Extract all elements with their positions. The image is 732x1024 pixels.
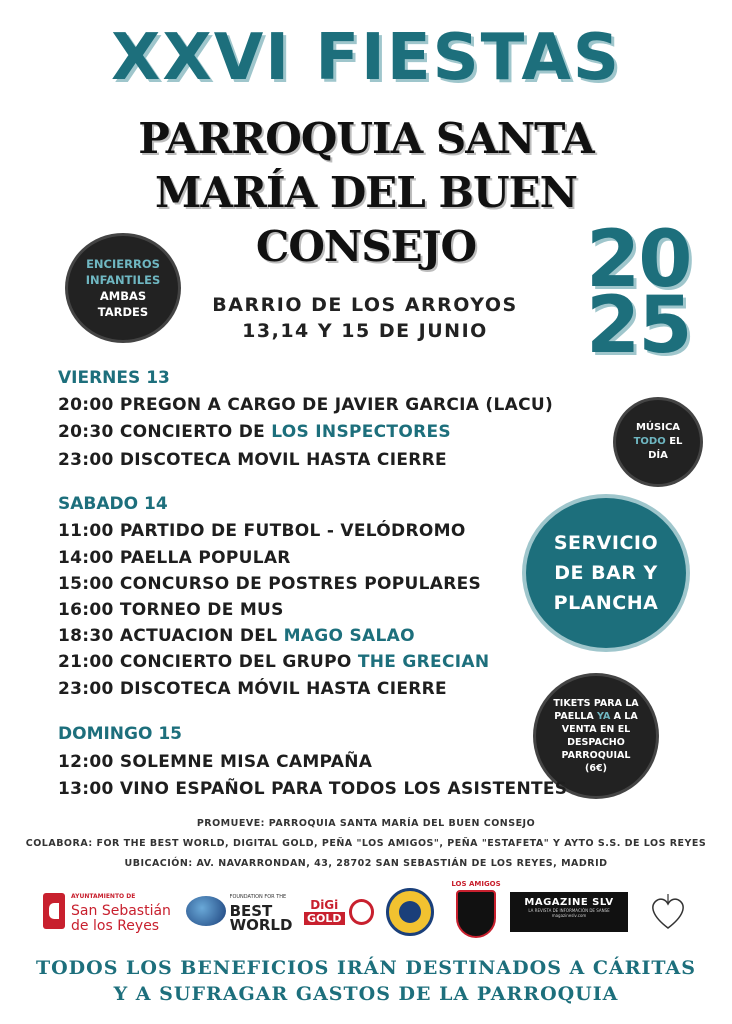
event-sabado-1: 11:00 PARTIDO DE FUTBOL - VELÓDROMO — [58, 521, 466, 541]
estafeta-emblem-icon — [399, 901, 421, 923]
logo-digital-gold — [304, 890, 374, 934]
event-sabado-3: 15:00 CONCURSO DE POSTRES POPULARES — [58, 574, 482, 594]
ayto-shield-icon — [43, 893, 65, 929]
badge-tikets-ya: YA — [597, 711, 611, 722]
badge-musica-el: EL — [669, 436, 683, 447]
footer-line-2: Y A SUFRAGAR GASTOS DE LA PARROQUIA — [113, 983, 619, 1005]
badge-servicio-bar — [526, 498, 686, 648]
ayto-small-text: AYUNTAMIENTO DE — [71, 892, 136, 900]
magazine-url: magazineslv.com — [551, 913, 587, 918]
best-small-text: FOUNDATION FOR THE — [229, 894, 287, 900]
event-viernes-1: 20:00 PREGON A CARGO DE JAVIER GARCIA (LACU) — [58, 395, 554, 415]
logo-pena-estafeta — [386, 888, 434, 936]
dates-text: 13,14 Y 15 DE JUNIO — [242, 320, 488, 342]
event-viernes-2-text: 20:30 CONCIERTO DE — [58, 422, 272, 442]
year-top: 20 — [586, 215, 691, 305]
amigos-shield-icon — [456, 890, 496, 938]
badge-servicio-line2: DE BAR Y — [554, 562, 658, 584]
elephant-icon — [349, 899, 374, 925]
day-domingo: DOMINGO 15 — [58, 724, 183, 744]
event-sabado-2: 14:00 PAELLA POPULAR — [58, 548, 291, 568]
globe-icon — [186, 896, 226, 926]
digi-line2: GOLD — [304, 912, 345, 925]
badge-musica-line3: DÍA — [648, 450, 668, 461]
badge-tikets-line5: PARROQUIAL — [561, 750, 631, 761]
barrio-text: BARRIO DE LOS ARROYOS — [212, 294, 518, 316]
badge-musica — [616, 400, 700, 484]
event-sabado-6 — [58, 652, 489, 672]
badge-encierros-line2: INFANTILES — [85, 273, 161, 287]
best-line1: BEST — [229, 902, 273, 920]
credits-promueve: PROMUEVE: PARROQUIA SANTA MARÍA DEL BUEN CONSEJO — [196, 818, 536, 829]
badge-tikets-line6: (6€) — [585, 763, 607, 774]
logo-los-amigos — [448, 880, 504, 942]
ayto-line2: de los Reyes — [71, 917, 160, 934]
logo-best-world — [180, 886, 298, 936]
year-bottom: 25 — [586, 281, 691, 371]
badge-tikets-line3: VENTA EN EL — [561, 724, 631, 735]
badge-tikets-ala: A LA — [613, 711, 638, 722]
badge-encierros-line3: AMBAS — [99, 289, 147, 303]
magazine-title: MAGAZINE SLV — [524, 897, 614, 908]
badge-musica-line1: MÚSICA — [635, 422, 681, 433]
parish-name-line-3: CONSEJO — [255, 222, 477, 271]
parish-name-line-1: PARROQUIA SANTA — [138, 114, 594, 163]
badge-servicio-line3: PLANCHA — [553, 592, 659, 614]
parish-name-line-2: MARÍA DEL BUEN — [155, 168, 577, 217]
event-viernes-2-highlight: LOS INSPECTORES — [271, 422, 451, 442]
event-domingo-2: 13:00 VINO ESPAÑOL PARA TODOS LOS ASISTENTES — [58, 779, 568, 799]
event-viernes-3: 23:00 DISCOTECA MOVIL HASTA CIERRE — [58, 450, 447, 470]
badge-tikets — [536, 676, 656, 796]
event-sabado-5 — [58, 626, 415, 646]
event-sabado-4: 16:00 TORNEO DE MUS — [58, 600, 284, 620]
logo-ayuntamiento — [42, 886, 172, 936]
poster-title: XXVI FIESTAS — [111, 21, 621, 95]
event-sabado-6-highlight: THE GRECIAN — [357, 652, 490, 672]
badge-musica-todo: TODO — [633, 436, 666, 447]
badge-tikets-line4: DESPACHO — [567, 737, 625, 748]
event-viernes-2 — [58, 422, 451, 442]
digi-line1: DiGi — [310, 898, 339, 912]
ayto-line1: San Sebastián — [71, 902, 171, 919]
magazine-subtitle: LA REVISTA DE INFORMACIÓN DE SANSE — [528, 908, 610, 913]
event-sabado-6-text: 21:00 CONCIERTO DEL GRUPO — [58, 652, 358, 672]
event-sabado-5-highlight: MAGO SALAO — [283, 626, 415, 646]
best-line2: WORLD — [229, 916, 293, 934]
logo-magazine-slv — [510, 892, 628, 932]
day-viernes: VIERNES 13 — [58, 368, 170, 388]
credits-ubicacion: UBICACIÓN: AV. NAVARRONDAN, 43, 28702 SAN SEBASTIÁN DE LOS REYES, MADRID — [124, 858, 608, 869]
badge-encierros-line4: TARDES — [97, 305, 149, 319]
heart-logo-icon — [646, 890, 690, 934]
footer-line-1: TODOS LOS BENEFICIOS IRÁN DESTINADOS A CÁRITAS — [35, 957, 696, 979]
day-sabado: SABADO 14 — [58, 494, 168, 514]
badge-tikets-line1: TIKETS PARA LA — [553, 698, 639, 709]
amigos-text: LOS AMIGOS — [451, 880, 501, 888]
badge-tikets-paella: PAELLA — [554, 711, 594, 722]
badge-encierros-line1: ENCIERROS — [86, 257, 160, 271]
event-domingo-1: 12:00 SOLEMNE MISA CAMPAÑA — [58, 752, 373, 772]
event-sabado-5-text: 18:30 ACTUACION DEL — [58, 626, 284, 646]
badge-servicio-line1: SERVICIO — [553, 532, 659, 554]
credits-colabora: COLABORA: FOR THE BEST WORLD, DIGITAL GOLD, PEÑA "LOS AMIGOS", PEÑA "ESTAFETA" Y AYTO S.S. DE LOS REYES — [25, 838, 707, 849]
event-sabado-7: 23:00 DISCOTECA MÓVIL HASTA CIERRE — [58, 679, 447, 699]
